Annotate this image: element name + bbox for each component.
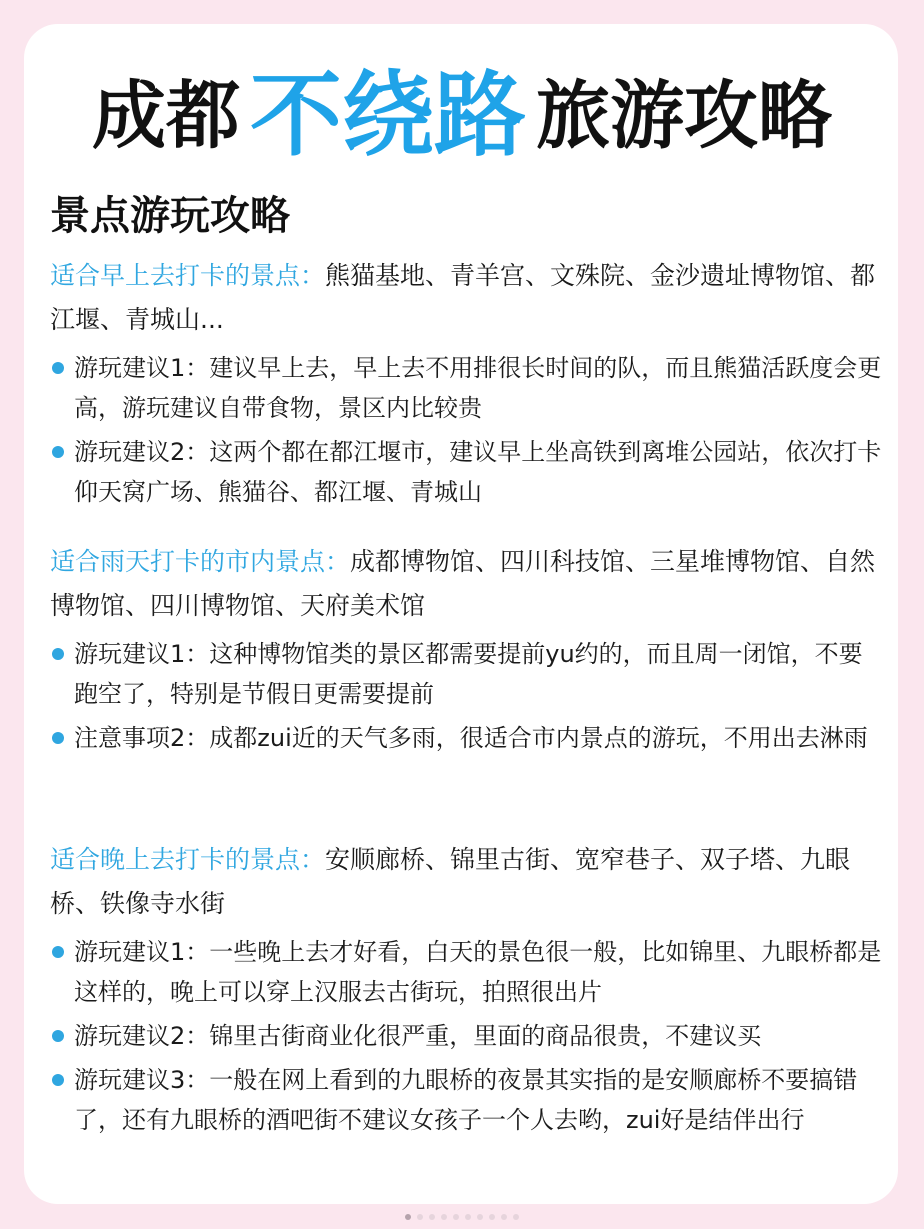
page-title — [0, 62, 924, 169]
tips-list — [50, 932, 886, 1140]
tip-text: 游玩建议2：锦里古街商业化很严重，里面的商品很贵，不建议买 — [74, 1022, 762, 1050]
section-night — [50, 838, 886, 1144]
pager-dot[interactable] — [501, 1214, 507, 1220]
tip-text: 游玩建议1：一些晚上去才好看，白天的景色很一般，比如锦里、九眼桥都是这样的，晚上可以穿上汉服去古街玩，拍照很出片 — [74, 938, 882, 1006]
pager-dot[interactable] — [477, 1214, 483, 1220]
list-item — [50, 348, 886, 428]
pager-dot[interactable] — [489, 1214, 495, 1220]
section-label: 适合雨天打卡的市内景点： — [50, 547, 351, 576]
section-heading — [50, 838, 886, 926]
pager-dot[interactable] — [417, 1214, 423, 1220]
bullet-dot-icon — [52, 946, 64, 958]
bullet-dot-icon — [52, 362, 64, 374]
tip-text: 注意事项2：成都zui近的天气多雨，很适合市内景点的游玩，不用出去淋雨 — [74, 724, 868, 752]
title-part-2: 旅游攻略 — [536, 73, 832, 159]
title-part-1: 成都 — [91, 73, 240, 159]
tip-text: 游玩建议2：这两个都在都江堰市，建议早上坐高铁到离堆公园站，依次打卡仰天窝广场、熊猫谷、都江堰、青城山 — [74, 438, 882, 506]
bullet-dot-icon — [52, 1074, 64, 1086]
pager-dot[interactable] — [405, 1214, 411, 1220]
tip-text: 游玩建议3：一般在网上看到的九眼桥的夜景其实指的是安顺廊桥不要搞错了，还有九眼桥的酒吧街不建议女孩子一个人去哟，zui好是结伴出行 — [74, 1066, 858, 1134]
title-highlight: 不绕路 — [249, 62, 526, 169]
list-item — [50, 634, 886, 714]
carousel-pager[interactable] — [0, 1205, 924, 1213]
section-heading — [50, 540, 886, 628]
pager-dot[interactable] — [429, 1214, 435, 1220]
bullet-dot-icon — [52, 446, 64, 458]
section-subtitle: 景点游玩攻略 — [50, 193, 290, 239]
pager-dot[interactable] — [465, 1214, 471, 1220]
tips-list — [50, 634, 886, 758]
pager-dot[interactable] — [513, 1214, 519, 1220]
section-spots: 熊猫基地、青羊宫、文殊院、金沙遗址博物馆、都江堰、青城山... — [50, 261, 876, 334]
tip-text: 游玩建议1：这种博物馆类的景区都需要提前yu约的，而且周一闭馆，不要跑空了，特别是节假日更需要提前 — [74, 640, 863, 708]
bullet-dot-icon — [52, 648, 64, 660]
section-spots: 安顺廊桥、锦里古街、宽窄巷子、双子塔、九眼桥、铁像寺水街 — [50, 845, 851, 918]
tips-list — [50, 348, 886, 512]
list-item — [50, 932, 886, 1012]
bullet-dot-icon — [52, 1030, 64, 1042]
pager-dot[interactable] — [441, 1214, 447, 1220]
list-item — [50, 432, 886, 512]
list-item — [50, 1016, 886, 1056]
tip-text: 游玩建议1：建议早上去，早上去不用排很长时间的队，而且熊猫活跃度会更高，游玩建议自带食物，景区内比较贵 — [74, 354, 882, 422]
section-spots: 成都博物馆、四川科技馆、三星堆博物馆、自然博物馆、四川博物馆、天府美术馆 — [50, 547, 876, 620]
section-rainy — [50, 540, 886, 762]
bullet-dot-icon — [52, 732, 64, 744]
list-item — [50, 1060, 886, 1140]
pager-dot[interactable] — [453, 1214, 459, 1220]
section-label: 适合早上去打卡的景点： — [50, 261, 326, 290]
section-label: 适合晚上去打卡的景点： — [50, 845, 326, 874]
list-item — [50, 718, 886, 758]
section-morning — [50, 254, 886, 516]
section-heading — [50, 254, 886, 342]
